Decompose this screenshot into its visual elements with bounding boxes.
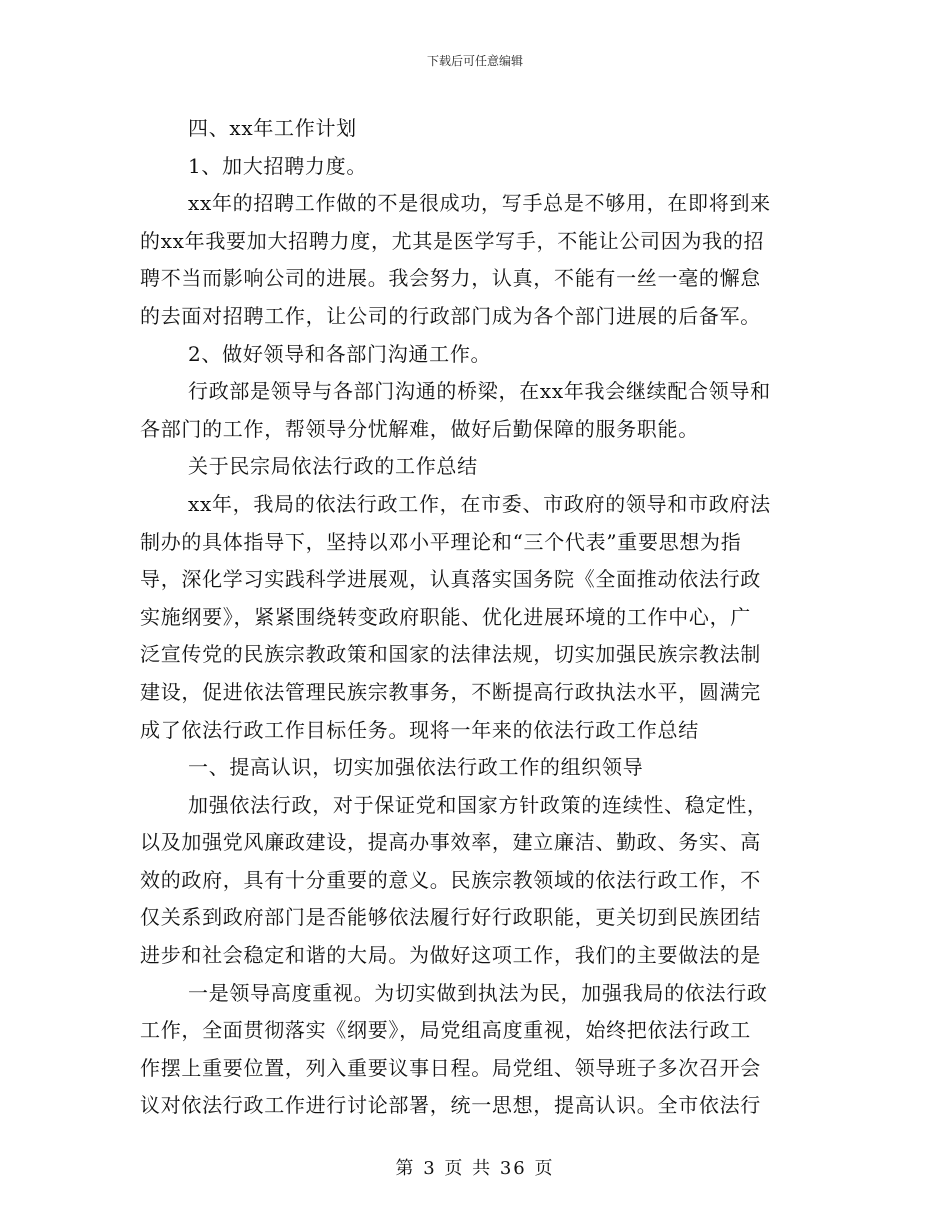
paragraph-line: 建设，促进依法管理民族宗教事务，不断提高行政执法水平，圆满完 xyxy=(140,679,761,704)
subsection-heading: 1、加大招聘力度。 xyxy=(188,153,368,178)
paragraph-line: 一是领导高度重视。为切实做到执法为民，加强我局的依法行政 xyxy=(188,980,768,1005)
paragraph-line: 进步和社会稳定和谐的大局。为做好这项工作，我们的主要做法的是 xyxy=(140,943,761,968)
paragraph-line: 仅关系到政府部门是否能够依法履行好行政职能，更关切到民族团结 xyxy=(140,905,761,930)
page-number: 第 3 页 共 36 页 xyxy=(395,1158,555,1179)
paragraph-line: 成了依法行政工作目标任务。现将一年来的依法行政工作总结 xyxy=(140,717,699,742)
paragraph-line: 的去面对招聘工作，让公司的行政部门成为各个部门进展的后备军。 xyxy=(140,303,761,328)
paragraph-line: 作摆上重要位置，列入重要议事日程。局党组、领导班子多次召开会 xyxy=(140,1055,761,1080)
section-heading: 一、提高认识，切实加强依法行政工作的组织领导 xyxy=(188,755,644,780)
paragraph-line: xx年的招聘工作做的不是很成功，写手总是不够用，在即将到来 xyxy=(188,191,771,216)
page-header: 下载后可任意编辑 xyxy=(426,54,523,68)
paragraph-line: 以及加强党风廉政建设，提高办事效率，建立廉洁、勤政、务实、高 xyxy=(140,830,761,855)
paragraph-line: 议对依法行政工作进行讨论部署，统一思想，提高认识。全市依法行 xyxy=(140,1093,761,1118)
paragraph-line: xx年，我局的依法行政工作，在市委、市政府的领导和市政府法 xyxy=(188,491,771,516)
paragraph-line: 聘不当而影响公司的进展。我会努力，认真，不能有一丝一毫的懈怠 xyxy=(140,266,761,291)
paragraph-line: 效的政府，具有十分重要的意义。民族宗教领域的依法行政工作，不 xyxy=(140,867,761,892)
paragraph-line: 制办的具体指导下，坚持以邓小平理论和“三个代表”重要思想为指 xyxy=(140,529,742,554)
document-body xyxy=(140,110,810,1125)
paragraph-line: 泛宣传党的民族宗教政策和国家的法律法规，切实加强民族宗教法制 xyxy=(140,642,761,667)
paragraph-line: 实施纲要》，紧紧围绕转变政府职能、优化进展环境的工作中心，广 xyxy=(140,604,751,629)
paragraph-line: 的xx年我要加大招聘力度，尤其是医学写手，不能让公司因为我的招 xyxy=(140,228,765,253)
section-heading: 四、xx年工作计划 xyxy=(188,116,357,140)
paragraph-line: 导，深化学习实践科学进展观，认真落实国务院《全面推动依法行政 xyxy=(140,567,761,592)
paragraph-line: 各部门的工作，帮领导分忧解难，做好后勤保障的服务职能。 xyxy=(140,416,699,441)
paragraph-line: 行政部是领导与各部门沟通的桥梁，在xx年我会继续配合领导和 xyxy=(188,379,771,404)
document-title: 关于民宗局依法行政的工作总结 xyxy=(188,454,478,479)
subsection-heading: 2、做好领导和各部门沟通工作。 xyxy=(188,341,492,366)
paragraph-line: 加强依法行政，对于保证党和国家方针政策的连续性、稳定性， xyxy=(188,792,768,817)
paragraph-line: 工作，全面贯彻落实《纲要》，局党组高度重视，始终把依法行政工 xyxy=(140,1018,751,1043)
